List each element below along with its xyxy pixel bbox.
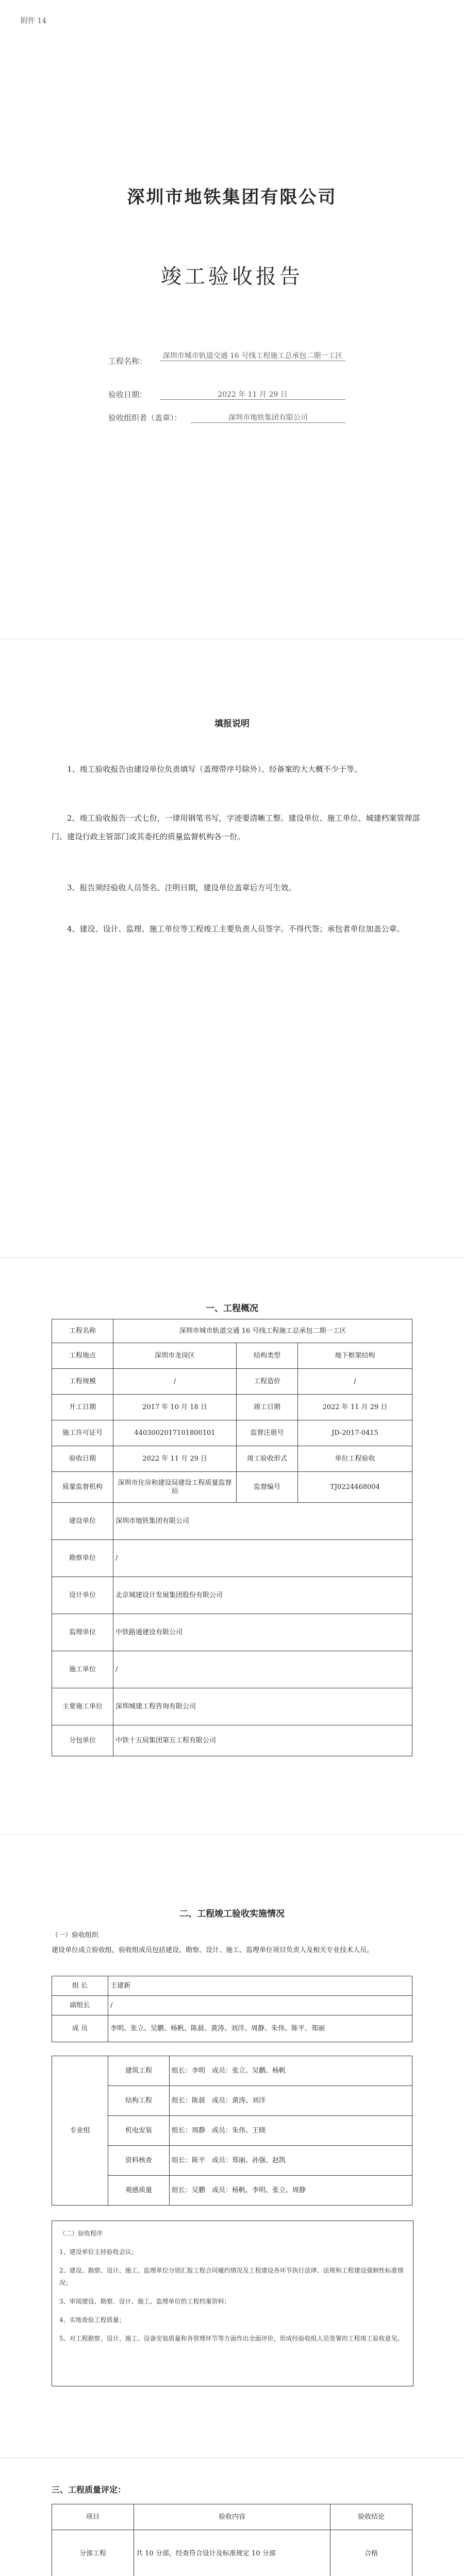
basic-label: 监理单位: [52, 1614, 113, 1651]
table-row: [52, 1688, 412, 1725]
page-divider: [0, 1257, 464, 1258]
inspection-intro-heading: （一）验收组织: [52, 1931, 99, 1939]
basic-value: 4403002017101800101: [113, 1420, 237, 1446]
basic-value: /: [113, 1540, 412, 1577]
basic-value: 中铁路通建设有限公司: [113, 1614, 412, 1651]
team-value: /: [108, 1996, 412, 2015]
process-step: 1、建设单位主持验收会议；: [59, 2248, 138, 2256]
basic-label: 工程造价: [237, 1369, 298, 1395]
basic-label: 建设单位: [52, 1503, 113, 1540]
basic-label: 主要施工单位: [52, 1688, 113, 1725]
process-step: 4、实地查验工程质量；: [59, 2316, 125, 2324]
review-table: [52, 2504, 412, 2576]
table-row: [52, 1976, 412, 1996]
team-label: 组 长: [52, 1976, 108, 1996]
review-item: 分部工程: [52, 2530, 134, 2576]
table-row: [52, 1725, 412, 1756]
table-row: [52, 1996, 412, 2015]
basic-value: /: [113, 1369, 237, 1395]
group-title: 专业组: [52, 2056, 108, 2206]
review-result: 合格: [330, 2530, 412, 2576]
review-title: 三、工程质量评定：: [52, 2485, 126, 2495]
table-row: [52, 1343, 412, 1369]
basic-label: 验收日期: [52, 1446, 113, 1472]
team-label: 副组长: [52, 1996, 108, 2015]
inspection-groups-table: [52, 2056, 412, 2206]
basic-value: 中铁十五局集团第五工程有限公司: [113, 1725, 412, 1756]
process-step: 5、对工程勘察、设计、施工、设备安装质量和各管理环节等方面作出全面评价，形成经验收组人员签署的工程竣工验收意见。: [59, 2335, 404, 2342]
group-value: 组长：陈平 成员：郑丽、孙强、赵凯: [170, 2146, 412, 2176]
page-divider: [0, 1834, 464, 1835]
table-row: [52, 1503, 412, 1540]
report-title: 竣工验收报告: [161, 265, 303, 289]
group-value: 组长：李明 成员：张立、吴鹏、杨帆: [170, 2056, 412, 2086]
table-row: [52, 1614, 412, 1651]
group-label: 资料核查: [108, 2146, 170, 2176]
instructions-title: 填报说明: [214, 719, 250, 729]
basic-value: TJ0224468004: [298, 1472, 412, 1503]
basic-label: 工程名称: [52, 1319, 113, 1343]
group-label: 观感质量: [108, 2176, 170, 2206]
cover-field-value-date: 2022 年 11 月 29 日: [160, 389, 345, 400]
process-step: 2、建设、勘察、设计、施工、监理单位分别汇报工程合同履约情况及工程建设各环节执行法律、法规和工程建设强制性标准情况；: [59, 2267, 404, 2286]
process-title: （二）验收程序: [59, 2230, 103, 2237]
basic-value: /: [298, 1369, 412, 1395]
group-value: 组长：周静 成员：朱伟、王晓: [170, 2116, 412, 2146]
basic-value: 深圳市住房和建设局建设工程质量监督站: [113, 1472, 237, 1503]
basic-label: 监督注册号: [237, 1420, 298, 1446]
basic-value: 2022 年 11 月 29 日: [298, 1395, 412, 1420]
cover-field-label-project: 工程名称：: [108, 357, 147, 366]
basic-value: 深圳市地铁集团有限公司: [113, 1503, 412, 1540]
review-header: 验收内容: [134, 2504, 330, 2530]
cover-field-value-organizer: 深圳市地铁集团有限公司: [191, 412, 345, 423]
review-header: 项目: [52, 2504, 134, 2530]
table-row: [52, 1420, 412, 1446]
cover-field-label-date: 验收日期：: [108, 390, 147, 399]
review-content: 共 10 分部，经查符合设计及标准规定 10 分部: [134, 2530, 330, 2576]
instruction-item-2: 2、竣工验收报告一式七份，一律用钢笔书写，字迹要清晰工整。建设单位、施工单位、城建档案管理部门、建设行政主管部门或其委托的质量监督机构各一份。: [52, 814, 420, 841]
cover-field-value-project: 深圳市城市轨道交通 16 号线工程施工总承包二期一工区: [160, 350, 345, 361]
team-label: 成 员: [52, 2015, 108, 2042]
basic-info-table: [52, 1319, 412, 1756]
basic-value: 2022 年 11 月 29 日: [113, 1446, 237, 1472]
basic-value: 深圳市龙岗区: [113, 1343, 237, 1369]
basic-label: 施工单位: [52, 1651, 113, 1688]
basic-label: 竣工日期: [237, 1395, 298, 1420]
basic-label: 监督编号: [237, 1472, 298, 1503]
table-row: [52, 1446, 412, 1472]
group-value: 组长：陈晨 成员：黄涛、刘洋: [170, 2086, 412, 2116]
review-header: 验收结论: [330, 2504, 412, 2530]
inspection-process-box: [52, 2221, 413, 2386]
table-row: [52, 1395, 412, 1420]
instruction-item-1: 1、竣工验收报告由建设单位负责填写（盖理带序号除外）。经备案的大大概不少于等。: [67, 765, 362, 774]
basic-label: 结构类型: [237, 1343, 298, 1369]
basic-value: 北京城建设计发展集团股份有限公司: [113, 1577, 412, 1614]
group-value: 组长：吴鹏 成员：杨帆、李明、张立、周静: [170, 2176, 412, 2206]
table-row: [52, 1319, 412, 1343]
inspection-title: 二、工程竣工验收实施情况: [179, 1909, 285, 1919]
basic-label: 勘察单位: [52, 1540, 113, 1577]
inspection-team-table: [52, 1976, 412, 2042]
group-label: 结构工程: [108, 2086, 170, 2116]
basic-label: 施工许可证号: [52, 1420, 113, 1446]
basic-label: 工程地点: [52, 1343, 113, 1369]
basic-value: 2017 年 10 月 18 日: [113, 1395, 237, 1420]
basic-label: 质量监督机构: [52, 1472, 113, 1503]
basic-label: 开工日期: [52, 1395, 113, 1420]
table-row: [52, 1472, 412, 1503]
table-row: [52, 1369, 412, 1395]
basic-info-title: 一、工程概况: [206, 1303, 258, 1314]
table-row: [52, 2015, 412, 2042]
basic-value: JD-2017-0415: [298, 1420, 412, 1446]
instruction-item-4: 4、建设、设计、监理、施工单位等工程竣工主要负责人员签字。不得代签；承包者单位加盖公章。: [67, 924, 405, 934]
table-row: [52, 1577, 412, 1614]
table-row: [52, 2530, 412, 2576]
basic-label: 设计单位: [52, 1577, 113, 1614]
basic-value: 单位工程验收: [298, 1446, 412, 1472]
process-step: 3、审阅建设、勘察、设计、施工、监理单位的工程档案资料；: [59, 2298, 230, 2305]
inspection-intro-text: 建设单位成立验收组，验收组成员包括建设、勘察、设计、施工、监理单位项目负责人及相关专业技术人员。: [52, 1946, 374, 1954]
table-header-row: [52, 2504, 412, 2530]
group-label: 建筑工程: [108, 2056, 170, 2086]
basic-value: 深圳城建工程咨询有限公司: [113, 1688, 412, 1725]
basic-value: /: [113, 1651, 412, 1688]
organization-name: 深圳市地铁集团有限公司: [127, 187, 337, 208]
table-row: [52, 1651, 412, 1688]
instruction-item-3: 3、报告须经验收人员签名、注明日期，建设单位盖章后方可生效。: [67, 883, 296, 892]
basic-label: 竣工验收形式: [237, 1446, 298, 1472]
table-row: [52, 2056, 412, 2086]
basic-value: 地下框架结构: [298, 1343, 412, 1369]
basic-label: 分包单位: [52, 1725, 113, 1756]
table-row: [52, 1540, 412, 1577]
team-value: 李明、张立、吴鹏、杨帆、陈晨、黄涛、刘洋、周静、朱伟、陈平、郑丽: [108, 2015, 412, 2042]
cover-field-label-organizer: 验收组织者（盖章）：: [108, 413, 182, 422]
group-label: 机电安装: [108, 2116, 170, 2146]
basic-value: 深圳市城市轨道交通 16 号线工程施工总承包二期一工区: [113, 1319, 412, 1343]
appendix-label: 附件 14: [21, 17, 47, 25]
team-value: 王建新: [108, 1976, 412, 1996]
basic-label: 工程规模: [52, 1369, 113, 1395]
